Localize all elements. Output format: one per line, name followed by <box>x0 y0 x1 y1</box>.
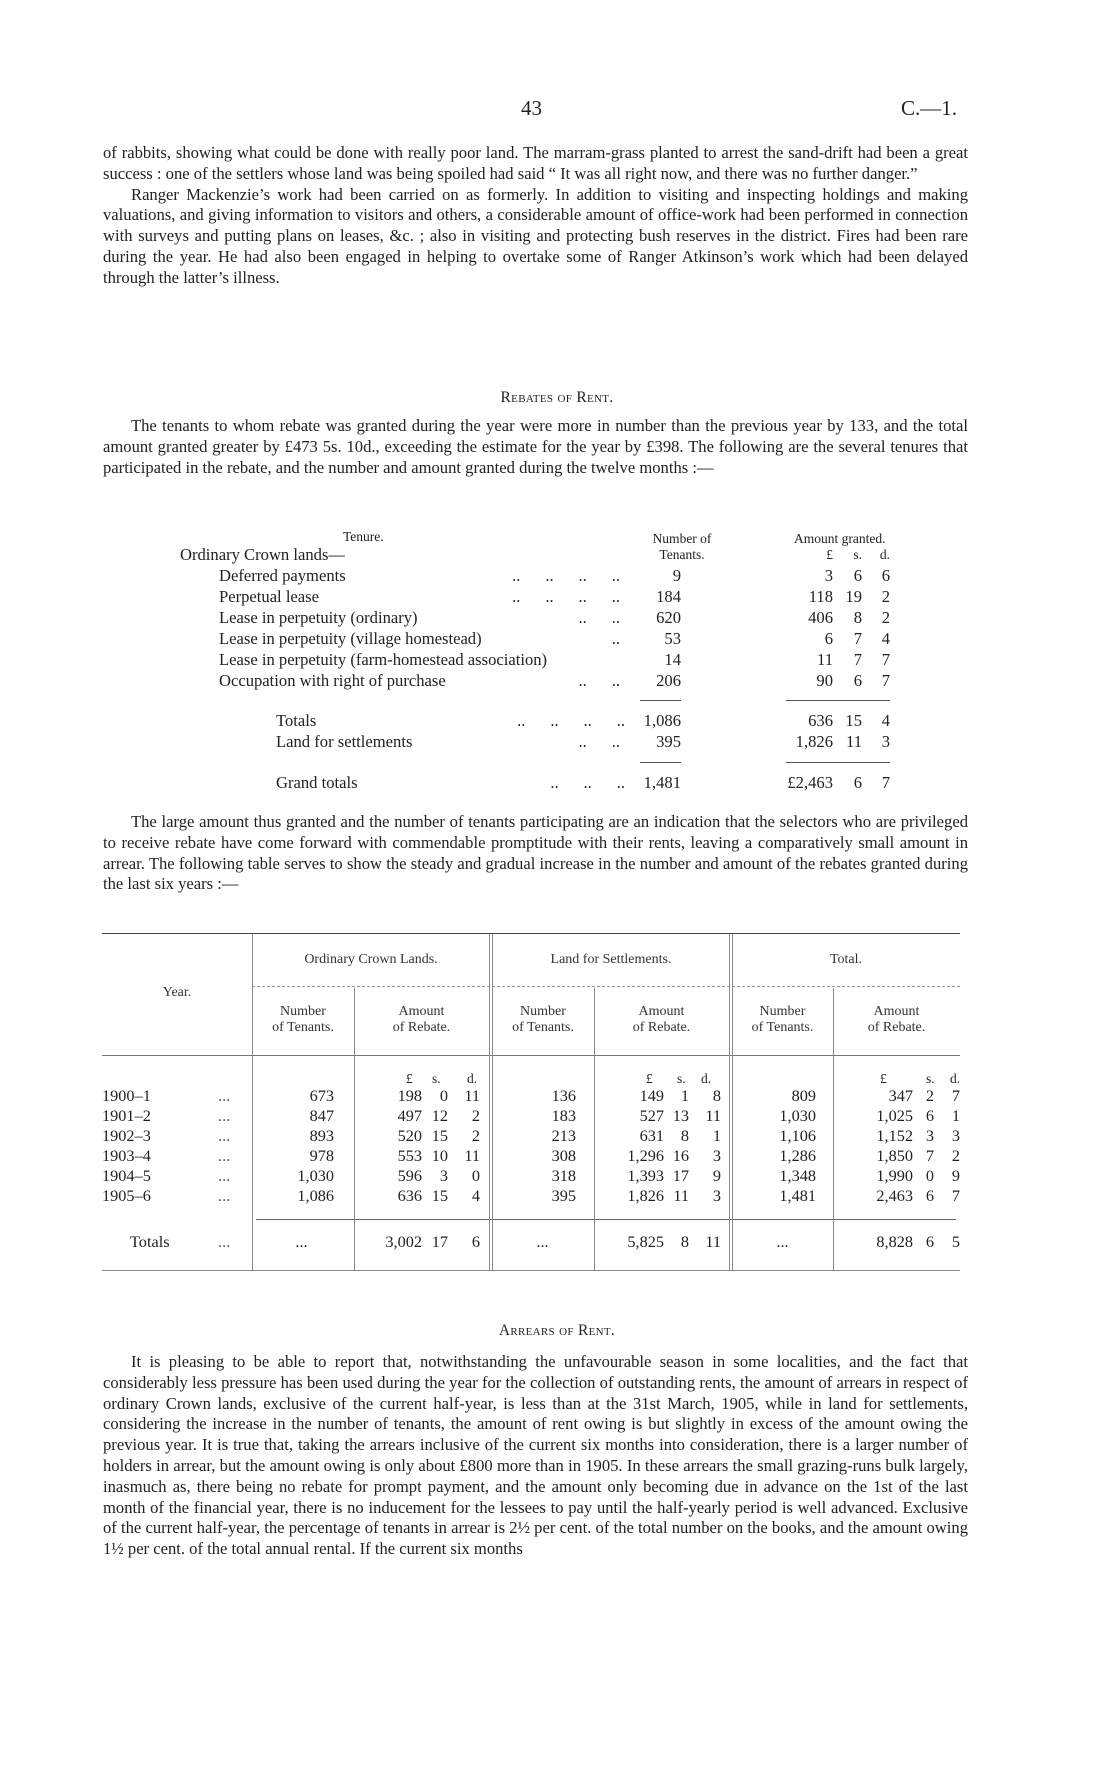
group-header-land-for-settlements: Land for Settlements. <box>550 952 672 967</box>
amount-pounds: 1,826 <box>795 732 833 751</box>
dot-leader: ... <box>218 1126 231 1145</box>
total-tenants: 1,106 <box>779 1126 816 1145</box>
amount-pence: 7 <box>881 773 890 792</box>
dot-leader: .. .. <box>578 671 620 690</box>
ocl-shillings: 0 <box>439 1086 448 1105</box>
dot-leader: ... <box>218 1086 231 1105</box>
unit-pounds: £ <box>646 1071 653 1086</box>
total-pence: 5 <box>951 1232 960 1251</box>
tenant-count: 14 <box>664 650 681 669</box>
col-header-year: Year. <box>162 985 192 1000</box>
col-header-amount: Amount granted. <box>794 531 886 546</box>
amount-shillings: 6 <box>853 566 862 585</box>
total-pence: 3 <box>951 1126 960 1145</box>
unit-pounds: £ <box>406 1071 413 1086</box>
intro-text <box>103 143 968 289</box>
middle-paragraph: The large amount thus granted and the number of tenants participating are an indication that the selectors who are privileged to receive rebate have come forward with commendable promptitude with their rents, leaving a comparatively small amount in arrear. The following table serves to show the steady and gradual increase in the number and amount of the rebates granted during the last six years :— <box>103 812 968 894</box>
dot-leader: .. .. .. .. <box>517 711 625 730</box>
lfs-pounds: 5,825 <box>627 1232 664 1251</box>
ocl-pounds: 3,002 <box>385 1232 422 1251</box>
amount-pounds: 118 <box>808 587 833 606</box>
lfs-tenants: 183 <box>551 1106 576 1125</box>
col-divider <box>489 934 490 1270</box>
sub-header-line: of Tenants. <box>512 1020 574 1035</box>
ocl-pounds: 636 <box>397 1186 422 1205</box>
dot-leader: ... <box>218 1166 231 1185</box>
ocl-pence: 11 <box>464 1146 480 1165</box>
ocl-shillings: 10 <box>431 1146 448 1165</box>
amount-shillings: 11 <box>846 732 862 751</box>
sub-header-line: of Rebate. <box>392 1020 451 1035</box>
total-tenants: 1,481 <box>779 1186 816 1205</box>
intro-paragraph-1: of rabbits, showing what could be done with really poor land. The marram-grass planted to arrest the sand-drift had been a great success : one of the settlers whose land was being spoiled had said “ It was all right now, and there was no further danger.” <box>103 143 968 183</box>
dot-leader: ... <box>218 1232 231 1251</box>
lfs-shillings: 8 <box>680 1232 689 1251</box>
page-number: 43 <box>521 96 542 120</box>
dot-leader: .. <box>611 629 620 648</box>
ocl-shillings: 3 <box>439 1166 448 1185</box>
lfs-pence: 11 <box>705 1232 721 1251</box>
col-header-number-line1: Number of <box>652 531 712 546</box>
ocl-tenants: 847 <box>309 1106 334 1125</box>
unit-pounds: £ <box>826 547 833 562</box>
lfs-tenants: ... <box>536 1232 549 1251</box>
amount-pounds: £2,463 <box>787 773 833 792</box>
tenant-count: 395 <box>656 732 681 751</box>
total-pounds: 1,152 <box>876 1126 913 1145</box>
ocl-pence: 2 <box>471 1106 480 1125</box>
ocl-pence: 0 <box>471 1166 480 1185</box>
ocl-pence: 2 <box>471 1126 480 1145</box>
ocl-shillings: 15 <box>431 1126 448 1145</box>
sub-header-line: Number <box>759 1004 806 1019</box>
total-tenants: 1,286 <box>779 1146 816 1165</box>
unit-shillings: s. <box>853 547 862 562</box>
amount-pounds: 6 <box>824 629 833 648</box>
amount-shillings: 6 <box>853 773 862 792</box>
sub-header-line: Number <box>280 1004 326 1019</box>
grand-total-rule-number <box>640 762 681 763</box>
unit-pence: d. <box>879 547 890 562</box>
tenant-count: 184 <box>656 587 681 606</box>
total-shillings: 6 <box>925 1186 934 1205</box>
group-label-ordinary-crown-lands: Ordinary Crown lands— <box>180 545 345 564</box>
ocl-shillings: 12 <box>431 1106 448 1125</box>
subtotal-rule-amount <box>786 700 890 701</box>
tenure-name: Lease in perpetuity (ordinary) <box>219 608 418 627</box>
table-bottom-border <box>102 1270 960 1271</box>
amount-shillings: 7 <box>853 650 862 669</box>
tenant-count: 1,481 <box>643 773 681 792</box>
year-cell: 1902–3 <box>102 1126 151 1145</box>
group-header-ordinary-crown-lands: Ordinary Crown Lands. <box>304 952 438 967</box>
lfs-pounds: 149 <box>639 1086 664 1105</box>
arrears-paragraph: It is pleasing to be able to report that, notwithstanding the unfavourable season in some localities, and the fact that considerably less pressure has been used during the year for the collection of outstanding rents, the amount of arrears in respect of ordinary Crown lands, exclusive of the current half-year, is less than at the 31st March, 1905, while in land for settlements, considering the increase in the number of tenants, the amount of rent owing is but slightly in excess of the amount owing the previous year. It is true that, taking the arrears inclusive of the current six months into consideration, there is a larger number of holders in arrear, but the amount owing is only about £800 more than in 1905. In these arrears the small grazing-runs bulk largely, inasmuch as, there being no rebate for prompt payment, and the amount only becoming due in advance on the 1st of the last month of the financial year, there is no inducement for the lessees to pay until the half-yearly period is well advanced. Exclusive of the current half-year, the percentage of tenants in arrear is 2½ per cent. of the total number on the books, and the amount owing 1½ per cent. of the total annual rental. If the current six months <box>103 1352 968 1559</box>
lfs-shillings: 17 <box>672 1166 689 1185</box>
amount-shillings: 15 <box>845 711 862 730</box>
lfs-pence: 3 <box>712 1186 721 1205</box>
lfs-pence: 3 <box>712 1146 721 1165</box>
total-shillings: 6 <box>925 1232 934 1251</box>
year-cell: Totals <box>130 1232 170 1251</box>
section-heading-rebates: Rebates of Rent. <box>500 389 614 406</box>
year-cell: 1903–4 <box>102 1146 151 1165</box>
lfs-tenants: 308 <box>551 1146 576 1165</box>
year-cell: 1904–5 <box>102 1166 151 1185</box>
row-label: Land for settlements <box>276 732 413 751</box>
sub-header-number <box>732 1004 833 1036</box>
sub-header-amount <box>594 1004 729 1036</box>
lfs-shillings: 1 <box>680 1086 689 1105</box>
lfs-tenants: 395 <box>551 1186 576 1205</box>
amount-pounds: 90 <box>816 671 833 690</box>
total-pounds: 347 <box>888 1086 913 1105</box>
total-shillings: 0 <box>925 1166 934 1185</box>
lfs-shillings: 13 <box>672 1106 689 1125</box>
totals-rule <box>256 1219 956 1220</box>
tenure-name: Deferred payments <box>219 566 346 585</box>
total-shillings: 7 <box>925 1146 934 1165</box>
sub-header-number <box>252 1004 354 1036</box>
ocl-tenants: 1,086 <box>297 1186 334 1205</box>
tenant-count: 1,086 <box>643 711 681 730</box>
header-sub-divider <box>252 986 960 987</box>
total-shillings: 6 <box>925 1106 934 1125</box>
lfs-pence: 9 <box>712 1166 721 1185</box>
lfs-pounds: 1,393 <box>627 1166 664 1185</box>
unit-shillings: s. <box>926 1071 935 1086</box>
total-pounds: 8,828 <box>876 1232 913 1251</box>
tenure-name: Perpetual lease <box>219 587 319 606</box>
total-pence: 7 <box>951 1186 960 1205</box>
intro-paragraph-2: Ranger Mackenzie’s work had been carried on as formerly. In addition to visiting and inspecting holdings and making valuations, and giving information to visitors and others, a considerable amount of office-work had been performed in connection with surveys and putting plans on leases, &c. ; also in visiting and protecting bush reserves in the district. Fires had been rare during the year. He had also been engaged in helping to overtake some of Ranger Atkinson’s work which had been delayed through the latter’s illness. <box>103 184 968 287</box>
group-header-total: Total. <box>829 952 863 967</box>
amount-pounds: 11 <box>817 650 833 669</box>
col-divider <box>729 934 730 1270</box>
col-divider <box>492 934 493 1270</box>
col-divider <box>732 934 733 1270</box>
ocl-pence: 11 <box>464 1086 480 1105</box>
lfs-pence: 11 <box>705 1106 721 1125</box>
dot-leader: ... <box>218 1146 231 1165</box>
sub-header-line: of Tenants. <box>751 1020 814 1035</box>
tenant-count: 9 <box>672 566 681 585</box>
total-tenants: 809 <box>791 1086 816 1105</box>
sub-header-line: Number <box>520 1004 566 1019</box>
amount-pence: 2 <box>881 587 890 606</box>
total-tenants: ... <box>776 1232 789 1251</box>
total-pence: 2 <box>951 1146 960 1165</box>
lfs-pence: 8 <box>712 1086 721 1105</box>
ocl-tenants: ... <box>295 1232 308 1251</box>
lfs-pounds: 527 <box>639 1106 664 1125</box>
ocl-tenants: 1,030 <box>297 1166 334 1185</box>
ocl-tenants: 673 <box>309 1086 334 1105</box>
dot-leader: ... <box>218 1106 231 1125</box>
lfs-pounds: 1,296 <box>627 1146 664 1165</box>
amount-pence: 4 <box>881 629 890 648</box>
lfs-pounds: 1,826 <box>627 1186 664 1205</box>
ocl-pounds: 497 <box>397 1106 422 1125</box>
tenant-count: 53 <box>664 629 681 648</box>
total-pounds: 1,025 <box>876 1106 913 1125</box>
amount-pence: 2 <box>881 608 890 627</box>
sub-header-line: of Rebate. <box>867 1020 926 1035</box>
amount-shillings: 19 <box>845 587 862 606</box>
unit-pounds: £ <box>880 1071 887 1086</box>
sub-header-number <box>492 1004 594 1036</box>
lfs-pence: 1 <box>712 1126 721 1145</box>
unit-shillings: s. <box>677 1071 686 1086</box>
total-pence: 9 <box>951 1166 960 1185</box>
total-pounds: 2,463 <box>876 1186 913 1205</box>
total-pence: 1 <box>951 1106 960 1125</box>
unit-pence: d. <box>467 1071 478 1086</box>
ocl-shillings: 17 <box>431 1232 448 1251</box>
ocl-pence: 4 <box>471 1186 480 1205</box>
year-cell: 1900–1 <box>102 1086 151 1105</box>
sub-header-amount <box>354 1004 489 1036</box>
total-tenants: 1,348 <box>779 1166 816 1185</box>
dot-leader: .. .. .. <box>550 773 625 792</box>
sub-header-line: Amount <box>398 1004 445 1019</box>
unit-pence: d. <box>950 1071 961 1086</box>
tenure-name: Lease in perpetuity (farm-homestead association) <box>219 650 548 669</box>
grand-totals-label: Grand totals <box>276 773 358 792</box>
amount-pence: 6 <box>881 566 890 585</box>
lfs-shillings: 11 <box>673 1186 689 1205</box>
amount-pounds: 3 <box>824 566 833 585</box>
ocl-pounds: 520 <box>397 1126 422 1145</box>
amount-pence: 7 <box>881 650 890 669</box>
lfs-shillings: 8 <box>680 1126 689 1145</box>
ocl-tenants: 893 <box>309 1126 334 1145</box>
sub-header-line: of Rebate. <box>632 1020 691 1035</box>
section-heading-arrears: Arrears of Rent. <box>498 1322 616 1339</box>
tenure-name: Lease in perpetuity (village homestead) <box>219 629 482 648</box>
tenant-count: 206 <box>656 671 681 690</box>
amount-pounds: 406 <box>808 608 833 627</box>
header-bottom-border <box>102 1055 960 1056</box>
unit-shillings: s. <box>432 1071 441 1086</box>
subtotal-rule-number <box>640 700 681 701</box>
col-header-number-line2: Tenants. <box>659 547 705 562</box>
total-shillings: 3 <box>925 1126 934 1145</box>
dot-leader: .. .. <box>578 732 620 751</box>
total-shillings: 2 <box>925 1086 934 1105</box>
report-code: C.—1. <box>901 96 958 120</box>
total-pounds: 1,850 <box>876 1146 913 1165</box>
sub-header-line: of Tenants. <box>272 1020 334 1035</box>
lfs-pounds: 631 <box>639 1126 664 1145</box>
col-divider <box>252 934 253 1270</box>
dot-leader: .. .. .. .. <box>512 566 620 585</box>
year-cell: 1901–2 <box>102 1106 151 1125</box>
total-pence: 7 <box>951 1086 960 1105</box>
amount-pence: 4 <box>881 711 890 730</box>
rebates-paragraph: The tenants to whom rebate was granted during the year were more in number than the previous year by 133, and the total amount granted greater by £473 5s. 10d., exceeding the estimate for the year by £398. The following are the several tenures that participated in the rebate, and the number and amount granted during the twelve months :— <box>103 416 968 477</box>
amount-pounds: 636 <box>808 711 833 730</box>
ocl-pounds: 198 <box>397 1086 422 1105</box>
amount-shillings: 7 <box>853 629 862 648</box>
amount-pence: 3 <box>881 732 890 751</box>
table-top-border <box>102 933 960 934</box>
lfs-shillings: 16 <box>672 1146 689 1165</box>
lfs-tenants: 136 <box>551 1086 576 1105</box>
sub-header-line: Amount <box>638 1004 685 1019</box>
tenant-count: 620 <box>656 608 681 627</box>
lfs-tenants: 213 <box>551 1126 576 1145</box>
ocl-pence: 6 <box>471 1232 480 1251</box>
ocl-shillings: 15 <box>431 1186 448 1205</box>
amount-pence: 7 <box>881 671 890 690</box>
amount-shillings: 6 <box>853 671 862 690</box>
amount-shillings: 8 <box>853 608 862 627</box>
sub-header-line: Amount <box>873 1004 920 1019</box>
sub-header-amount <box>833 1004 960 1036</box>
unit-pence: d. <box>701 1071 712 1086</box>
tenure-name: Occupation with right of purchase <box>219 671 446 690</box>
total-tenants: 1,030 <box>779 1106 816 1125</box>
year-cell: 1905–6 <box>102 1186 151 1205</box>
dot-leader: .. .. <box>578 608 620 627</box>
lfs-tenants: 318 <box>551 1166 576 1185</box>
ocl-tenants: 978 <box>309 1146 334 1165</box>
ocl-pounds: 596 <box>397 1166 422 1185</box>
col-header-tenure: Tenure. <box>343 529 384 544</box>
total-pounds: 1,990 <box>876 1166 913 1185</box>
ocl-pounds: 553 <box>397 1146 422 1165</box>
dot-leader: .. .. .. .. <box>512 587 620 606</box>
grand-total-rule-amount <box>786 762 890 763</box>
dot-leader: ... <box>218 1186 231 1205</box>
totals-label: Totals <box>276 711 317 730</box>
